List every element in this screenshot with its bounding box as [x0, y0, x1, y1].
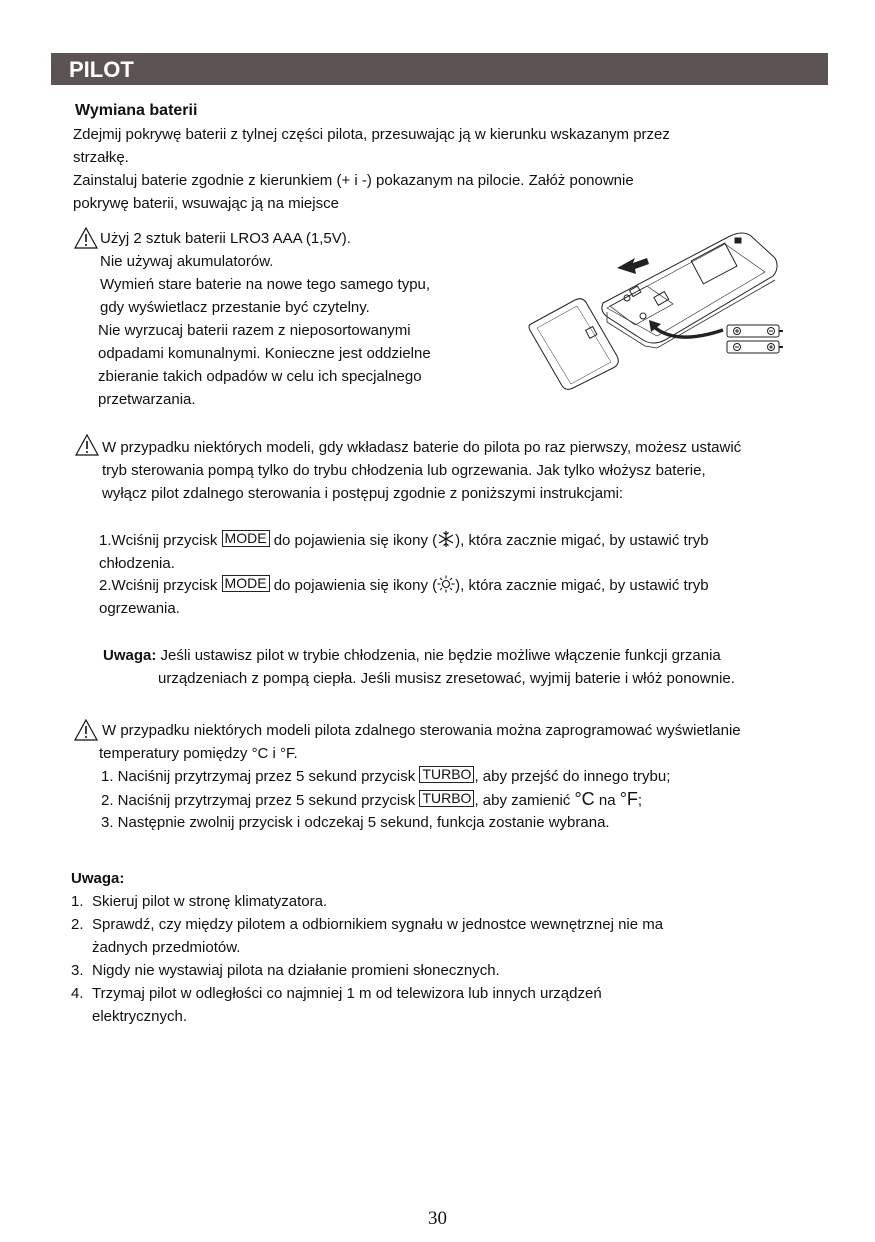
- note-item-text: Nigdy nie wystawiaj pilota na działanie promieni słonecznych.: [92, 962, 500, 979]
- battery-paragraph-line: strzałkę.: [73, 149, 129, 166]
- note-item-number: 3.: [71, 962, 84, 979]
- section-header-bar: [51, 53, 828, 85]
- page-number: 30: [428, 1208, 447, 1229]
- turbo-button-label: TURBO: [419, 766, 474, 783]
- turbo-step-3: 3. Następnie zwolnij przycisk i odczekaj 5 sekund, funkcja zostanie wybrana.: [101, 814, 610, 831]
- step-text: 1.Wciśnij przycisk: [99, 532, 218, 549]
- step-text: , aby zamienić: [474, 792, 571, 809]
- sun-icon: [437, 575, 455, 593]
- battery-paragraph-line: Zainstaluj baterie zgodnie z kierunkiem (+ i -) pokazanym na pilocie. Załóż ponownie: [73, 172, 634, 189]
- note-item-number: 1.: [71, 893, 84, 910]
- note-item-number: 2.: [71, 916, 84, 933]
- note-item-text: Sprawdź, czy między pilotem a odbiornikiem sygnału w jednostce wewnętrznej nie ma: [92, 916, 664, 933]
- note-item-text: elektrycznych.: [92, 1008, 188, 1025]
- note-item-text: Trzymaj pilot w odległości co najmniej 1 m od telewizora lub innych urządzeń: [92, 985, 602, 1002]
- step-text: ), która zacznie migać, by ustawić tryb: [455, 532, 709, 549]
- warning1-line: Użyj 2 sztuk baterii LRO3 AAA (1,5V).: [100, 230, 351, 247]
- fahrenheit-symbol: °F: [619, 789, 638, 809]
- mode-step-2: [99, 574, 709, 597]
- warning1-line: Wymień stare baterie na nowe tego samego typu,: [100, 276, 431, 293]
- warning2-line: tryb sterowania pompą tylko do trybu chłodzenia lub ogrzewania. Jak tylko włożysz baterie,: [102, 462, 706, 479]
- mode-step-1-cont: chłodzenia.: [99, 555, 175, 572]
- warning2-line: wyłącz pilot zdalnego sterowania i postępuj zgodnie z poniższymi instrukcjami:: [102, 485, 624, 502]
- warning2-line: W przypadku niektórych modeli, gdy wkładasz baterie do pilota po raz pierwszy, możesz ustawić: [102, 439, 742, 456]
- mode-step-2-cont: ogrzewania.: [99, 600, 180, 617]
- warning-triangle-icon: [74, 227, 98, 249]
- celsius-symbol: °C: [574, 789, 595, 809]
- step-text: na: [594, 792, 620, 809]
- section-title: PILOT: [69, 57, 134, 82]
- turbo-step-1: [101, 765, 670, 788]
- warning1-line: zbieranie takich odpadów w celu ich specjalnego: [98, 368, 422, 385]
- step-text: do pojawienia się ikony (: [273, 532, 438, 549]
- warning1-line: Nie używaj akumulatorów.: [100, 253, 274, 270]
- note-item-number: 4.: [71, 985, 84, 1002]
- turbo-step-2: [101, 788, 642, 812]
- battery-paragraph-line: Zdejmij pokrywę baterii z tylnej części pilota, przesuwając ją w kierunku wskazanym przez: [73, 126, 670, 143]
- warning1-line: odpadami komunalnymi. Konieczne jest oddzielne: [98, 345, 431, 362]
- step-text: 2.Wciśnij przycisk: [99, 577, 218, 594]
- step-text: ), która zacznie migać, by ustawić tryb: [455, 577, 709, 594]
- snowflake-icon: [437, 530, 455, 548]
- step-text: 1. Naciśnij przytrzymaj przez 5 sekund przycisk: [101, 768, 416, 785]
- warning1-line: przetwarzania.: [98, 391, 196, 408]
- battery-paragraph-line: pokrywę baterii, wsuwając ją na miejsce: [73, 195, 339, 212]
- note-label: Uwaga:: [103, 647, 157, 664]
- warning1-line: Nie wyrzucaj baterii razem z nieposortowanymi: [98, 322, 411, 339]
- warning-triangle-icon: [74, 719, 98, 741]
- step-text: 2. Naciśnij przytrzymaj przez 5 sekund przycisk: [101, 792, 416, 809]
- turbo-button-label: TURBO: [419, 790, 474, 807]
- mode-step-1: [99, 529, 709, 552]
- remote-battery-illustration: [525, 228, 790, 398]
- mode-button-label: MODE: [222, 575, 270, 592]
- mode-button-label: MODE: [222, 530, 270, 547]
- warning1-line: gdy wyświetlacz przestanie być czytelny.: [100, 299, 370, 316]
- warning3-line: W przypadku niektórych modeli pilota zdalnego sterowania można zaprogramować wyświetlanie: [102, 722, 741, 739]
- step-text: do pojawienia się ikony (: [273, 577, 438, 594]
- note-item-text: Skieruj pilot w stronę klimatyzatora.: [92, 893, 328, 910]
- warning-triangle-icon: [75, 434, 99, 456]
- notes-heading: Uwaga:: [71, 870, 125, 887]
- warning3-line: temperatury pomiędzy °C i °F.: [99, 745, 298, 762]
- mode-note: [103, 644, 721, 667]
- note-text: urządzeniach z pompą ciepła. Jeśli musisz zresetować, wyjmij baterie i włóż ponownie.: [158, 670, 735, 687]
- note-text: Jeśli ustawisz pilot w trybie chłodzenia, nie będzie możliwe włączenie funkcji grzania: [160, 647, 721, 664]
- step-text: ;: [637, 792, 643, 809]
- note-item-text: żadnych przedmiotów.: [92, 939, 241, 956]
- battery-heading: Wymiana baterii: [75, 102, 198, 119]
- step-text: , aby przejść do innego trybu;: [474, 768, 671, 785]
